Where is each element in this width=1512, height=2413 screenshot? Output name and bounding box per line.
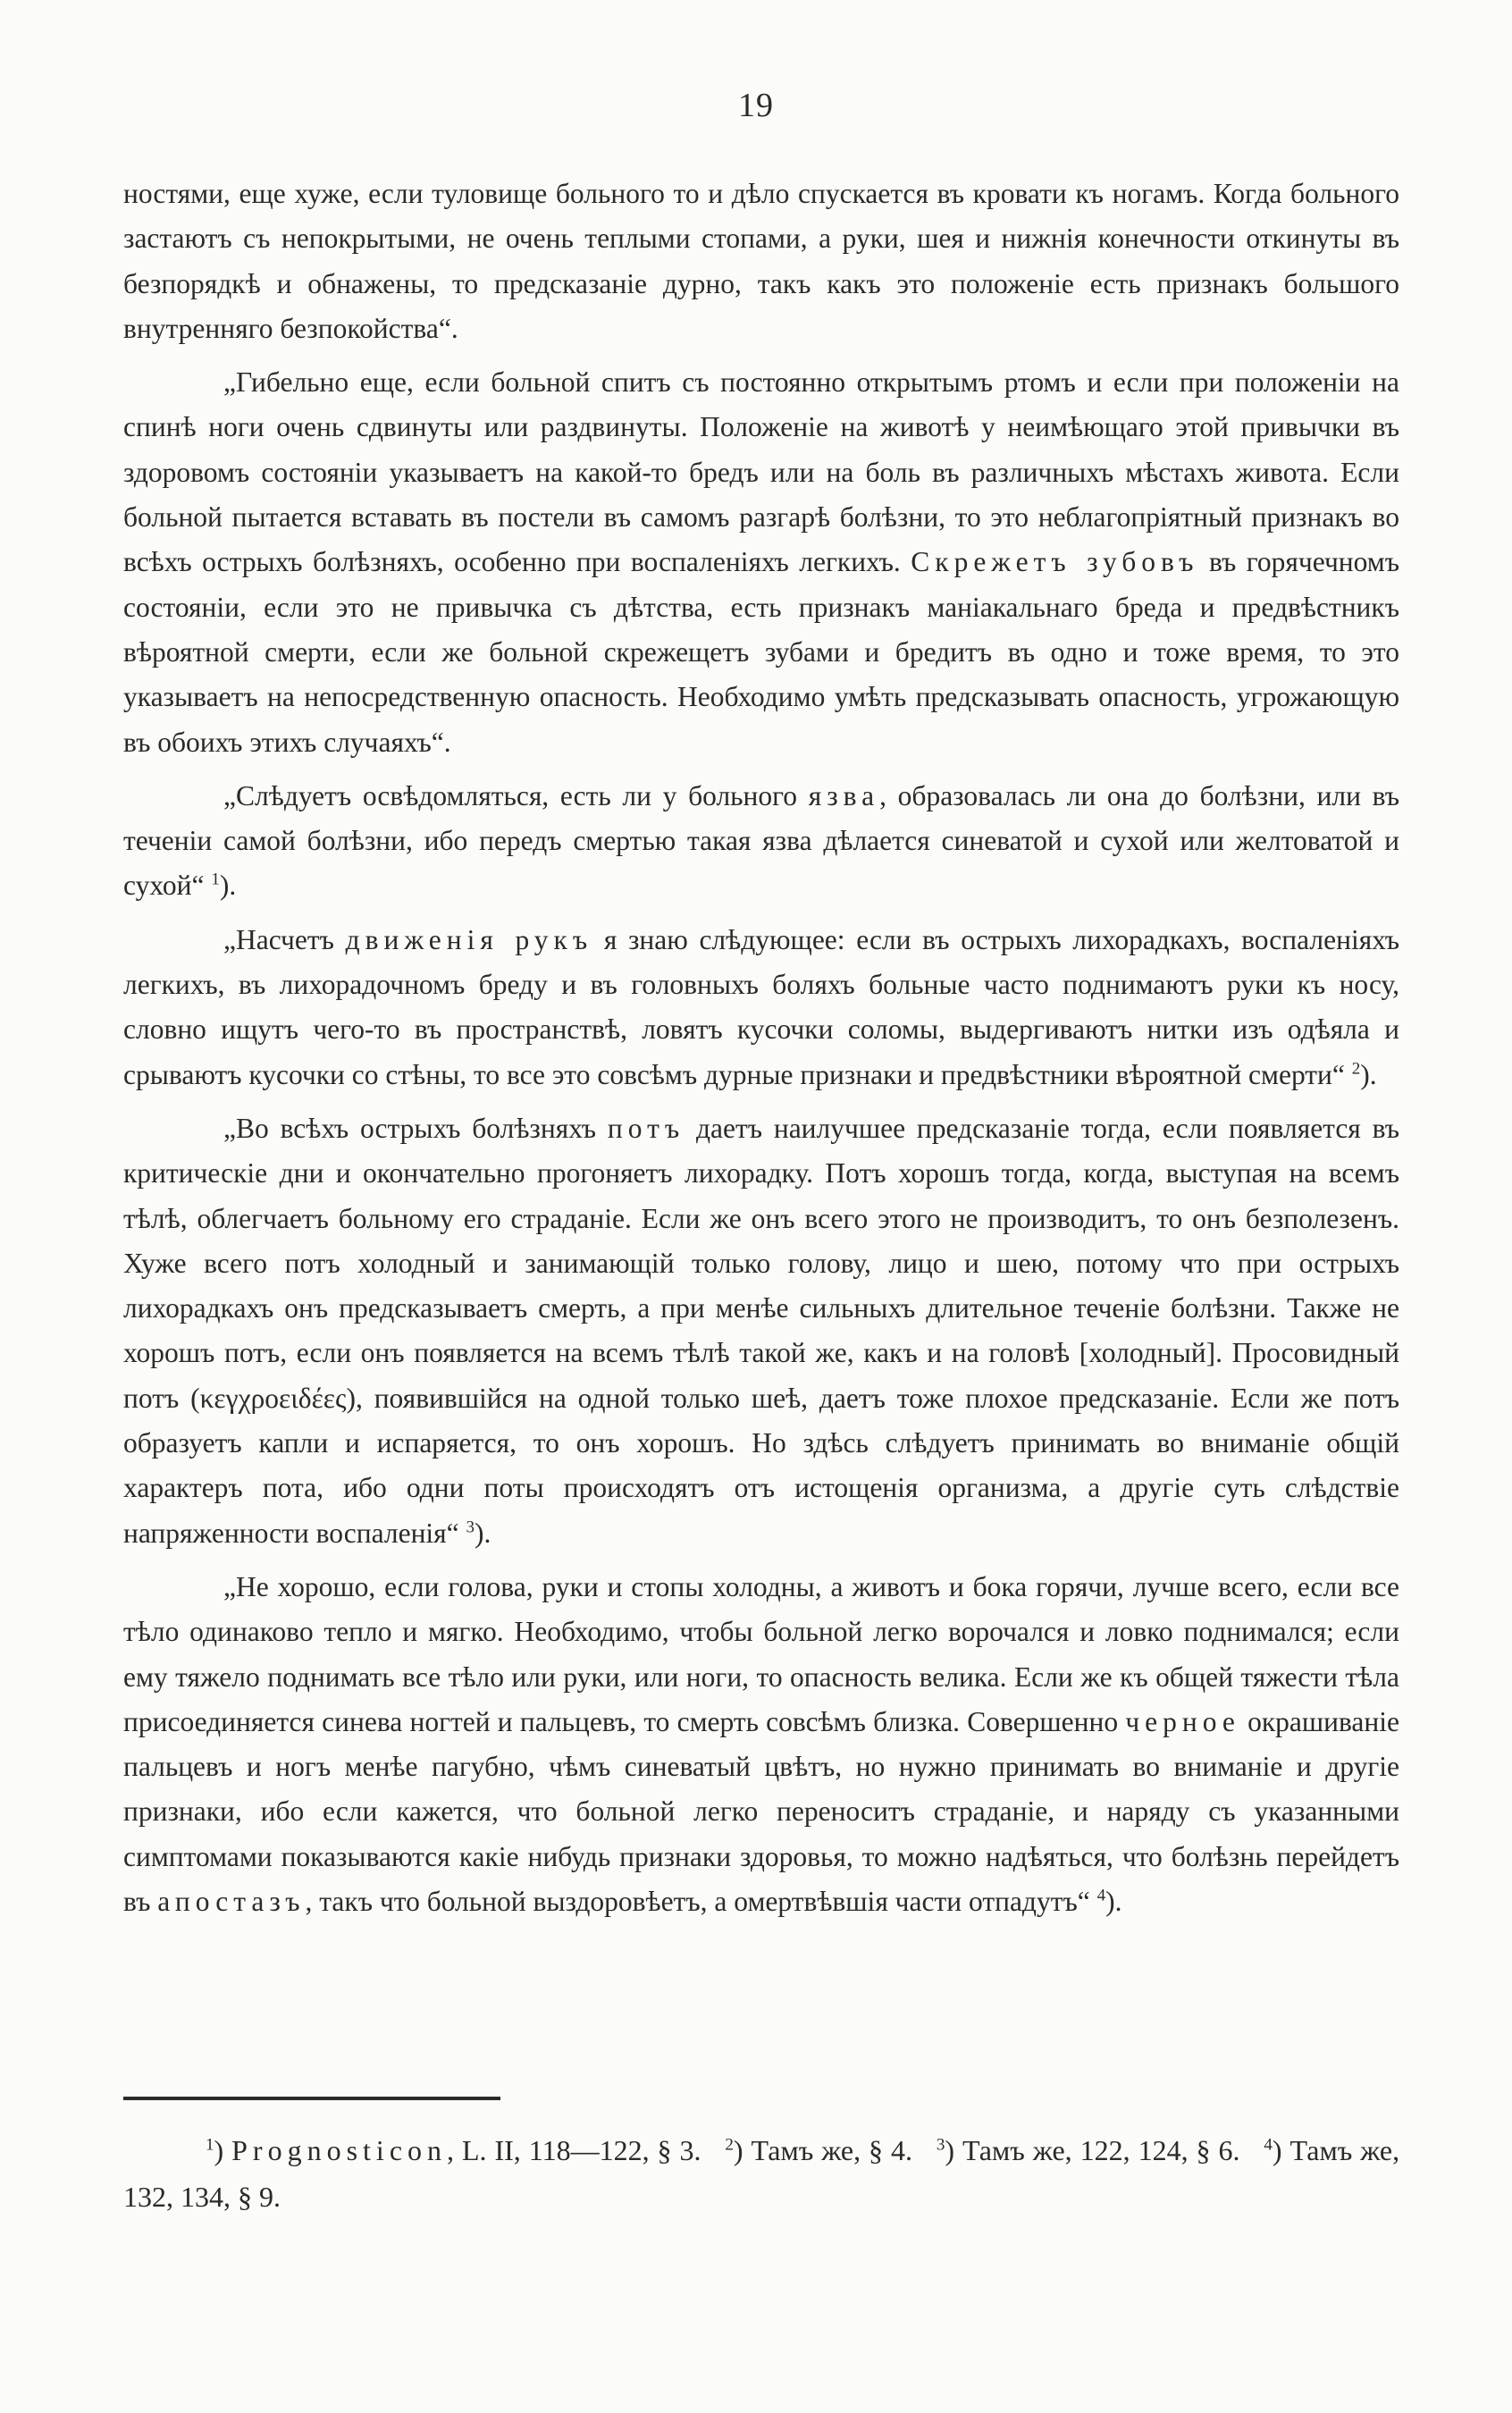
paragraph-text: окрашиваніе пальцевъ и ногъ менѣе пагубно, чѣмъ синеватый цвѣтъ, но нужно принимать во вниманіе и другіе признаки, ибо если кажется, что больной легко переноситъ страданіе, и наряду съ указанными симптомами показываются какіе нибудь признаки здоровья, то можно надѣяться, что болѣзнь перейдетъ въ xyxy=(123,1705,1400,1917)
paragraph-text: въ горячечномъ состояніи, если это не привычка съ дѣтства, есть признакъ маніакальнаго бреда и предвѣстникъ вѣроятной смерти, если же больной скрежещетъ зубами и бредитъ въ одно и тоже время, то это указываетъ на непосредственную опасность. Необходимо умѣть предсказывать опасность, угрожающую въ обоихъ этихъ случаяхъ“. xyxy=(123,546,1400,758)
spaced-emphasis: Prognosticon xyxy=(231,2134,448,2166)
paragraph-3 xyxy=(123,774,1399,909)
paragraph-tail: ). xyxy=(1105,1885,1122,1917)
footnote-text: , L. II, 118—122, § 3. xyxy=(447,2134,701,2166)
spaced-emphasis: апостазъ xyxy=(157,1885,306,1917)
paragraph-1 xyxy=(123,172,1399,351)
paragraph-text: „Во всѣхъ острыхъ болѣзняхъ xyxy=(223,1112,597,1144)
page-number: 19 xyxy=(738,87,774,124)
footnote-mark: 1 xyxy=(206,2135,214,2155)
paragraph-text: „Слѣдуетъ освѣдомляться, есть ли у больного xyxy=(223,779,798,811)
spaced-emphasis: Скрежетъ зубовъ xyxy=(911,546,1199,578)
spaced-emphasis: движенія рукъ xyxy=(345,923,593,955)
spaced-emphasis: потъ xyxy=(607,1112,685,1144)
main-text xyxy=(123,172,1399,1933)
paragraph-6 xyxy=(123,1565,1399,1924)
footnote-text: Тамъ же, § 4. xyxy=(751,2134,913,2166)
paragraph-text: ностями, еще хуже, если туловище больного то и дѣло спускается въ кровати къ ногамъ. Когда больного застаютъ съ непокрытыми, не очень теплыми стопами, а руки, шея и нижнія конечности откинуты въ безпорядкѣ и обнажены, то предсказаніе дурно, такъ какъ это положеніе есть признакъ большого внутренняго безпокойства“. xyxy=(123,178,1399,344)
footnote-mark: 3 xyxy=(936,2135,945,2155)
paragraph-tail: ). xyxy=(1360,1058,1377,1090)
footnote-text: Тамъ же, 122, 124, § 6. xyxy=(962,2134,1240,2166)
paragraph-5 xyxy=(123,1106,1399,1556)
footnote-ref: 4 xyxy=(1096,1886,1106,1905)
paragraph-tail: ). xyxy=(475,1517,491,1549)
footnote-ref: 1 xyxy=(211,870,220,889)
paragraph-4 xyxy=(123,918,1399,1097)
paragraph-2 xyxy=(123,360,1399,765)
paragraph-text: , такъ что больной выздоровѣетъ, а омертвѣвшія части отпадутъ“ xyxy=(305,1885,1090,1917)
spaced-emphasis: язва xyxy=(808,779,880,811)
spaced-emphasis: черное xyxy=(1125,1705,1240,1737)
footnote-ref: 2 xyxy=(1351,1059,1361,1079)
paragraph-text: , образовалась ли она до болѣзни, или въ теченіи самой болѣзни, ибо передъ смертью такая язва дѣлается синеватой и сухой или желтоватой и сухой“ xyxy=(123,779,1399,902)
footnote-1: $^1$) Prognosticon, L. II, 118—122, § 3. xyxy=(206,2134,701,2166)
paragraph-tail: ). xyxy=(219,870,237,902)
paragraph-text: „Насчетъ xyxy=(223,923,334,955)
footnote-mark: 2 xyxy=(725,2135,734,2155)
footnote-text: Тамъ же, 132, 134, § 9. xyxy=(123,2134,1400,2213)
footnote-separator xyxy=(123,2097,500,2100)
footnote-4: $^4$) Тамъ же, 132, 134, § 9. xyxy=(123,2134,1400,2213)
footnote-mark: 4 xyxy=(1264,2135,1273,2155)
footnote-2: $^2$) Тамъ же, § 4. xyxy=(725,2134,913,2166)
paragraph-text: я знаю слѣдующее: если въ острыхъ лихорадкахъ, воспаленіяхъ легкихъ, въ лихорадочномъ бреду и въ головныхъ боляхъ больные часто поднимаютъ руки къ носу, словно ищутъ чего-то въ пространствѣ, ловятъ кусочки соломы, выдергиваютъ нитки изъ одѣяла и срываютъ кусочки со стѣны, то все это совсѣмъ дурные признаки и предвѣстники вѣроятной смерти“ xyxy=(123,923,1400,1090)
footnote-ref: 3 xyxy=(466,1518,475,1537)
footnotes xyxy=(123,2127,1399,2220)
paragraph-text: „Не хорошо, если голова, руки и стопы холодны, а животъ и бока горячи, лучше всего, если все тѣло одинаково тепло и мягко. Необходимо, чтобы больной легко ворочался и ловко поднимался; если ему тяжело поднимать все тѣло или руки, или ноги, то опасность велика. Если же къ общей тяжести тѣла присоединяется синева ногтей и пальцевъ, то смерть совсѣмъ близка. Совершенно xyxy=(123,1570,1399,1737)
paragraph-text: „Гибельно еще, если больной спитъ съ постоянно открытымъ ртомъ и если при положеніи на спинѣ ноги очень сдвинуты или раздвинуты. Положеніе на животѣ у неимѣющаго этой привычки въ здоровомъ состояніи указываетъ на какой-то бредъ или на боль въ различныхъ мѣстахъ живота. Если больной пытается вставать въ постели въ самомъ разгарѣ болѣзни, то это неблагопріятный признакъ во всѣхъ острыхъ болѣзняхъ, особенно при воспаленіяхъ легкихъ. xyxy=(123,366,1399,578)
paragraph-text: даетъ наилучшее предсказаніе тогда, если появляется въ критическіе дни и окончательно прогоняетъ лихорадку. Потъ хорошъ тогда, когда, выступая на всемъ тѣлѣ, облегчаетъ больному его страданіе. Если же онъ всего этого не производитъ, то онъ безполезенъ. Хуже всего потъ холодный и занимающій только голову, лицо и шею, потому что при острыхъ лихорадкахъ онъ предсказываетъ смерть, а при менѣе сильныхъ длительное теченіе болѣзни. Также не хорошъ потъ, если онъ появляется на всемъ тѣлѣ такой же, какъ и на головѣ [холодный]. Просовидный потъ (κεγχροειδέες), появившійся на одной только шеѣ, даетъ тоже плохое предсказаніе. Если же потъ образуетъ капли и испаряется, то онъ хорошъ. Но здѣсь слѣдуетъ принимать во вниманіе общій характеръ пота, ибо одни поты происходятъ отъ истощенія организма, а другіе суть слѣдствіе напряженности воспаленія“ xyxy=(123,1112,1399,1549)
footnote-3: $^3$) Тамъ же, 122, 124, § 6. xyxy=(936,2134,1240,2166)
